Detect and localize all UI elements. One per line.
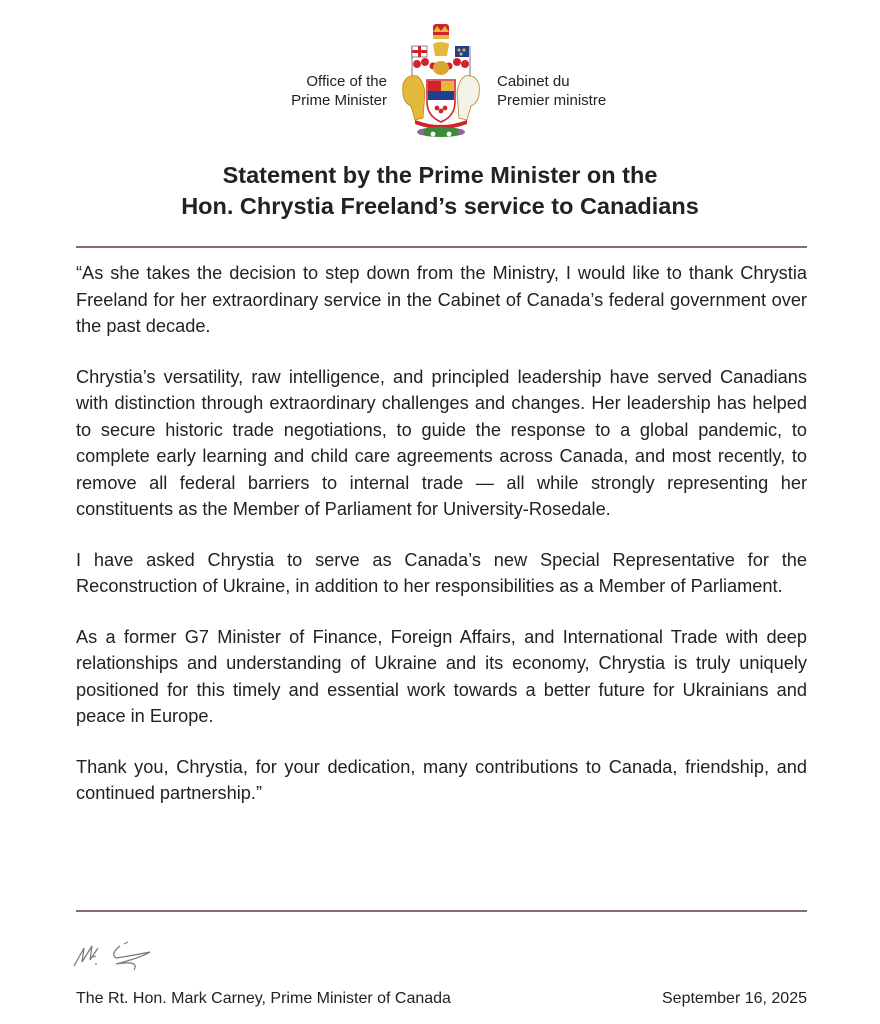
office-fr-line2: Premier ministre bbox=[497, 92, 607, 109]
top-divider bbox=[76, 246, 807, 248]
paragraph: “As she takes the decision to step down from the Ministry, I would like to thank Chrystia Freeland for her extraordinary service in the Cabinet of Canada’s federal government over the past decade. bbox=[76, 263, 807, 336]
title-line1: Statement by the Prime Minister on the bbox=[222, 162, 658, 188]
paragraph: Chrystia’s versatility, raw intelligence, and principled leadership have served Canadians with distinction through extraordinary challenges and changes. Her leadership has helped to secure historic trade negotiations, to guide the response to a global pandemic, to complete early learning and child care agreements across Canada, and most recently, to remove all federal barriers to internal trade — all while strongly representing her constituents as the Member of Parliament for University-Rosedale. bbox=[76, 366, 807, 519]
title-line2: Hon. Chrystia Freeland’s service to Canadians bbox=[181, 193, 699, 219]
office-fr-line1: Cabinet du bbox=[497, 73, 570, 90]
office-en-line1: Office of the bbox=[306, 73, 387, 90]
paragraph: I have asked Chrystia to serve as Canada’s new Special Representative for the Reconstruction of Ukraine, in addition to her responsibilities as a Member of Parliament. bbox=[76, 549, 807, 596]
statement-date: September 16, 2025 bbox=[662, 990, 807, 1007]
statement-body bbox=[76, 260, 807, 831]
coat-of-arms-icon bbox=[397, 22, 485, 140]
office-en-line2: Prime Minister bbox=[291, 92, 387, 109]
letterhead bbox=[0, 22, 880, 142]
statement-title bbox=[0, 160, 880, 222]
signer-name: The Rt. Hon. Mark Carney, Prime Minister of Canada bbox=[76, 990, 451, 1007]
paragraph: Thank you, Chrystia, for your dedication, many contributions to Canada, friendship, and continued partnership.” bbox=[76, 756, 807, 803]
signature-icon bbox=[70, 936, 190, 976]
office-name-english bbox=[291, 72, 387, 110]
bottom-divider bbox=[76, 910, 807, 912]
paragraph: As a former G7 Minister of Finance, Foreign Affairs, and International Trade with deep relationships and understanding of Ukraine and its economy, Chrystia is truly uniquely positioned for this timely and essential work towards a better future for Ukrainians and peace in Europe. bbox=[76, 626, 807, 726]
office-name-french bbox=[497, 72, 606, 110]
